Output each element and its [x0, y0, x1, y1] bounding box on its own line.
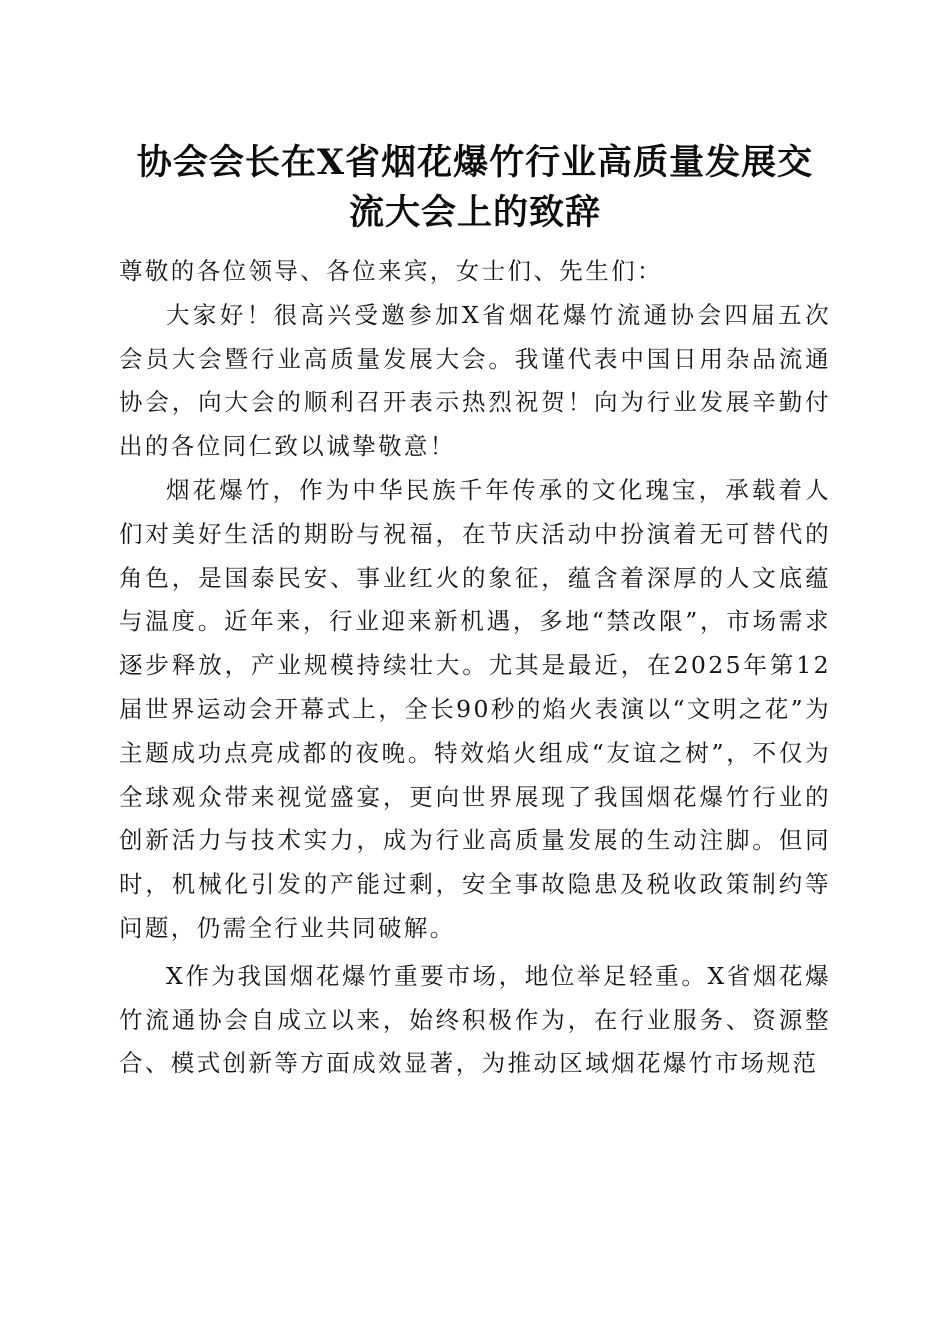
salutation: 尊敬的各位领导、各位来宾，女士们、先生们： [119, 257, 663, 285]
document-title [100, 138, 850, 238]
paragraph-industry-overview: 烟花爆竹，作为中华民族千年传承的文化瑰宝，承载着人们对美好生活的期盼与祝福，在节庆活动中扮演着无可替代的角色，是国泰民安、事业红火的象征，蕴含着深厚的人文底蕴与温度。近年来，行业迎来新机遇，多地“禁改限”，市场需求逐步释放，产业规模持续壮大。尤其是最近，在2025年第12届世界运动会开幕式上，全长90秒的焰火表演以“文明之花”为主题成功点亮成都的夜晚。特效焰火组成“友谊之树”，不仅为全球观众带来视觉盛宴，更向世界展现了我国烟花爆竹行业的创新活力与技术实力，成为行业高质量发展的生动注脚。但同时，机械化引发的产能过剩，安全事故隐患及税收政策制约等问题，仍需全行业共同破解。 [119, 475, 831, 942]
document-body [119, 250, 831, 1086]
title-line-1: 协会会长在X省烟花爆竹行业高质量发展交 [136, 142, 814, 183]
title-line-2: 流大会上的致辞 [348, 192, 601, 233]
paragraph-association-role: X作为我国烟花爆竹重要市场，地位举足轻重。X省烟花爆竹流通协会自成立以来，始终积极作为，在行业服务、资源整合、模式创新等方面成效显著，为推动区域烟花爆竹市场规范 [119, 961, 831, 1078]
paragraph-greeting: 大家好！很高兴受邀参加X省烟花爆竹流通协会四届五次会员大会暨行业高质量发展大会。我谨代表中国日用杂品流通协会，向大会的顺利召开表示热烈祝贺！向为行业发展辛勤付出的各位同仁致以诚挚敬意！ [119, 300, 831, 461]
